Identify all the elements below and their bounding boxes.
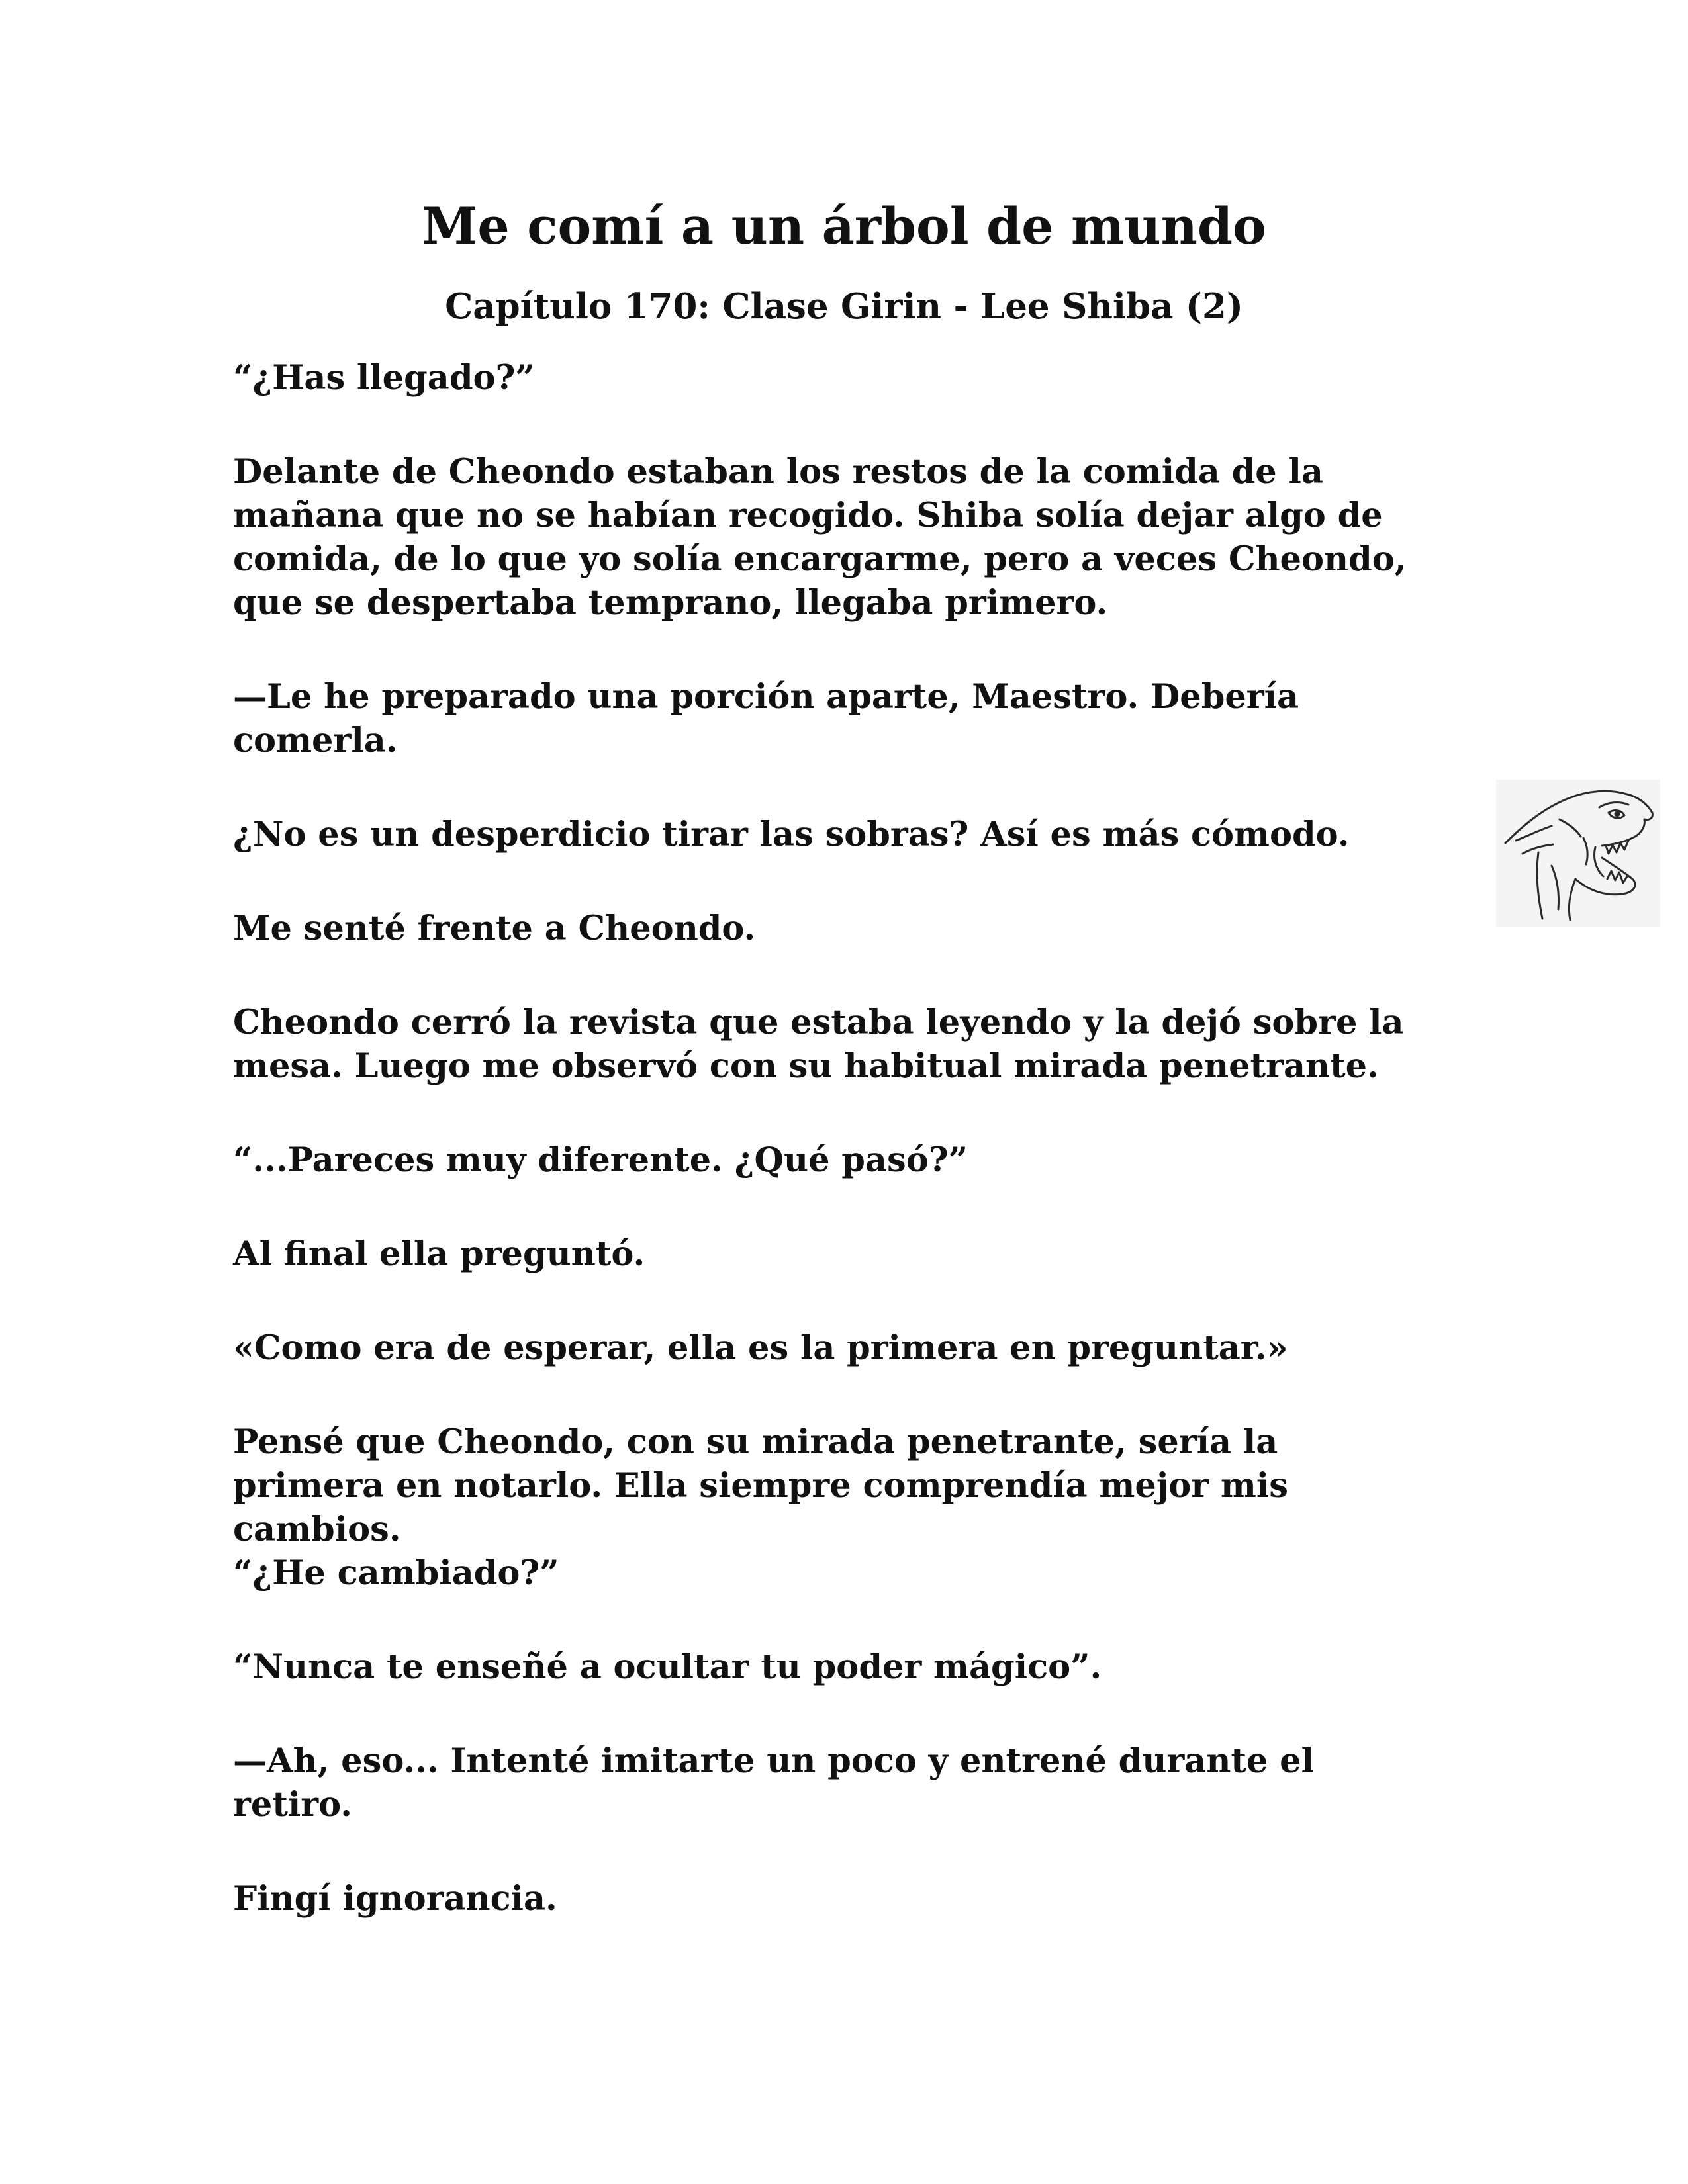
paragraph: Cheondo cerró la revista que estaba leyendo y la dejó sobre la mesa. Luego me observó con su habitual mirada penetrante. <box>233 1003 1404 1086</box>
paragraph: “¿Has llegado?” <box>233 358 535 398</box>
dinosaur-head-sketch-icon <box>1496 780 1660 927</box>
document-title: Me comí a un árbol de mundo <box>422 197 1266 255</box>
paragraph: “¿He cambiado?” <box>233 1553 559 1593</box>
paragraph: Me senté frente a Cheondo. <box>233 909 756 948</box>
paragraph: Pensé que Cheondo, con su mirada penetrante, sería la primera en notarlo. Ella siempre comprendía mejor mis cambios. <box>233 1422 1288 1549</box>
paragraph: «Como era de esperar, ella es la primera en preguntar.» <box>233 1328 1288 1368</box>
chapter-subtitle: Capítulo 170: Clase Girin - Lee Shiba (2) <box>445 286 1243 327</box>
paragraph: “...Pareces muy diferente. ¿Qué pasó?” <box>233 1140 968 1180</box>
paragraph: ¿No es un desperdicio tirar las sobras? Así es más cómodo. <box>233 815 1350 854</box>
paragraph: “Nunca te enseñé a ocultar tu poder mágico”. <box>233 1647 1102 1687</box>
document-body <box>233 356 1477 1971</box>
paragraph: Al final ella preguntó. <box>233 1234 645 1274</box>
paragraph: Delante de Cheondo estaban los restos de la comida de la mañana que no se habían recogido. Shiba solía dejar algo de comida, de lo que yo solía encargarme, pero a veces Cheondo, que se despertaba temprano, llegaba primero. <box>233 452 1407 623</box>
paragraph: —Ah, eso... Intenté imitarte un poco y entrené durante el retiro. <box>233 1741 1314 1825</box>
paragraph: —Le he preparado una porción aparte, Maestro. Debería comerla. <box>233 677 1299 760</box>
paragraph: Fingí ignorancia. <box>233 1879 557 1919</box>
